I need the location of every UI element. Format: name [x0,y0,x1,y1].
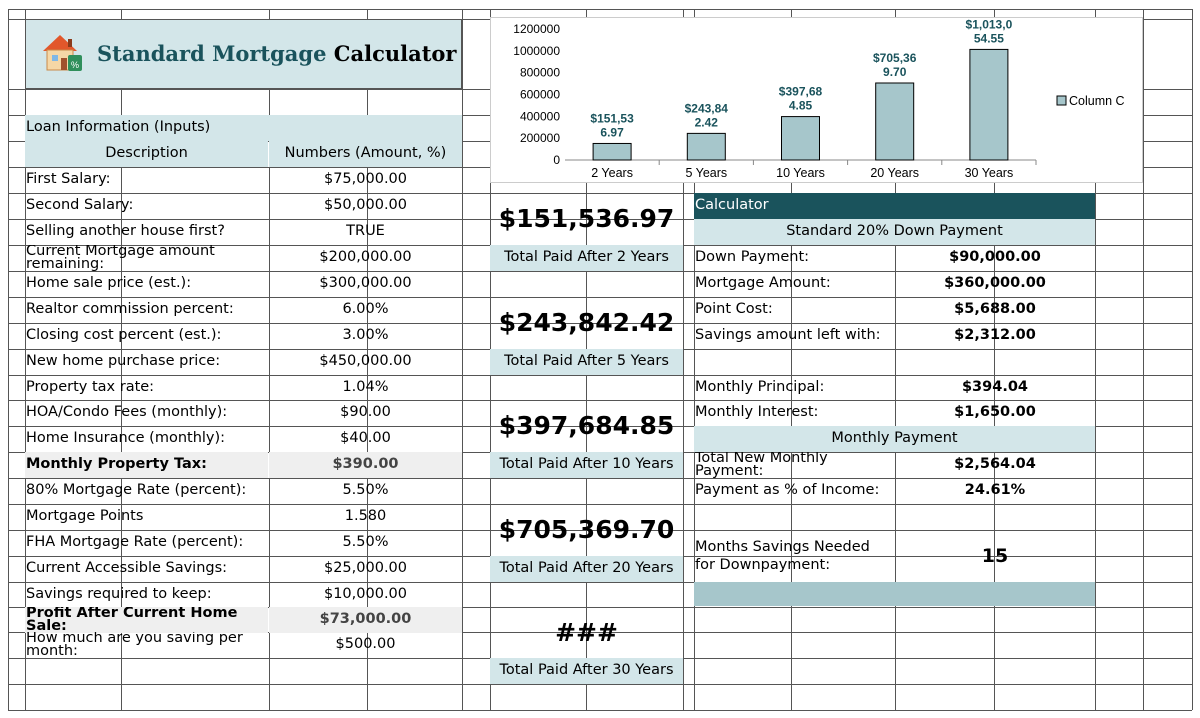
data-label: $397,68 [778,84,823,99]
loan-row-label: Profit After Current Home Sale: [25,607,268,633]
calculator-row-value: 24.61% [964,482,1026,498]
loan-row-label: Monthly Property Tax: [25,452,268,478]
loan-row-label: HOA/Condo Fees (monthly): [26,404,228,420]
loan-row-label: Closing cost percent (est.): [26,327,222,343]
loan-row-label: Mortgage Points [26,508,144,524]
data-label: $151,53 [590,111,634,126]
loan-row-label: Property tax rate: [26,379,155,395]
loan-row-value[interactable]: 3.00% [342,327,389,343]
data-label: 54.55 [973,31,1004,46]
grid-hline [8,9,1192,10]
loan-row-value[interactable]: $300,000.00 [319,275,412,291]
svg-text:%: % [70,60,80,70]
total-paid-value: ### [555,618,618,647]
months-savings-label: Months Savings Needed for Downpayment: [695,539,870,573]
data-label: 4.85 [788,98,813,113]
loan-row-value[interactable]: 6.00% [342,301,389,317]
bar [687,133,725,160]
loan-row-label: First Salary: [26,171,111,187]
y-tick-label: 1000000 [513,43,560,58]
x-tick-label: 5 Years [685,166,728,180]
loan-row-label: New home purchase price: [26,353,221,369]
calculator-footer-bar [694,582,1095,606]
loan-row-value[interactable]: $390.00 [269,452,462,478]
grid-hline [8,684,1192,685]
loan-info-section-label: Loan Information (Inputs) [25,115,462,141]
calculator-row-label: Monthly Principal: [695,379,825,395]
x-tick-label: 30 Years [964,166,1014,180]
loan-row-value[interactable]: $450,000.00 [319,353,412,369]
y-tick-label: 600000 [519,87,560,102]
calculator-row-label: Total New Monthly Payment: [695,452,828,478]
y-tick-label: 400000 [519,109,560,124]
calculator-row-label: Savings amount left with: [695,327,881,343]
legend-label: Column C [1069,94,1125,108]
calculator-row-value: $2,564.04 [954,456,1036,472]
loan-row-label: Selling another house first? [26,223,225,239]
loan-row-value[interactable]: $25,000.00 [323,560,408,576]
loan-row-value[interactable]: $500.00 [335,636,396,652]
calculator-title: Calculator [694,193,1095,219]
x-tick-label: 20 Years [870,166,920,180]
calculator-row-label: Payment as % of Income: [695,482,880,498]
total-paid-caption: Total Paid After 5 Years [490,349,683,375]
total-paid-value: $705,369.70 [498,515,675,544]
y-tick-label: 800000 [519,65,560,80]
loan-row-value[interactable]: 5.50% [342,534,389,550]
loan-row-label: How much are you saving per month: [26,632,243,658]
x-tick-label: 2 Years [591,166,633,180]
monthly-payment-header: Monthly Payment [694,426,1095,452]
data-label: 2.42 [694,115,718,130]
data-label: $243,84 [684,101,728,116]
y-tick-label: 1200000 [513,22,560,36]
loan-row-value[interactable]: $40.00 [340,430,391,446]
loan-row-label: Second Salary: [26,197,134,213]
calculator-row-value: $360,000.00 [944,275,1046,291]
loan-row-label: FHA Mortgage Rate (percent): [26,534,244,550]
calculator-row-value: $90,000.00 [949,249,1041,265]
loan-row-label: 80% Mortgage Rate (percent): [26,482,247,498]
data-label: $705,36 [873,50,917,65]
total-paid-value: $243,842.42 [498,308,675,337]
loan-row-label: Current Accessible Savings: [26,560,228,576]
house-calculator-icon [40,31,84,73]
loan-row-label: Current Mortgage amount remaining: [26,245,215,271]
loan-row-value[interactable]: 5.50% [342,482,389,498]
loan-row-value[interactable]: 1.04% [342,379,389,395]
numbers-column-header: Numbers (Amount, %) [269,141,462,167]
calculator-row-label: Down Payment: [695,249,810,265]
y-tick-label: 0 [553,153,560,167]
loan-row-value[interactable]: $50,000.00 [323,197,408,213]
calculator-row-label: Point Cost: [695,301,773,317]
bar-chart [491,18,1144,184]
data-label: 6.97 [600,125,624,140]
y-tick-label: 200000 [519,131,560,146]
grid-hline [8,710,1192,711]
loan-row-value[interactable]: $90.00 [340,404,391,420]
loan-row-value[interactable]: $10,000.00 [323,586,408,602]
calculator-row-label: Mortgage Amount: [695,275,831,291]
total-paid-caption: Total Paid After 30 Years [490,658,683,684]
total-paid-value: $397,684.85 [498,411,675,440]
bar [593,143,631,160]
calculator-row-value: $2,312.00 [954,327,1036,343]
total-paid-value: $151,536.97 [498,204,675,233]
page-title-part1: Standard Mortgage [97,41,327,66]
page-title-part2: Calculator [333,41,457,66]
x-tick-label: 10 Years [776,166,825,180]
page-title [97,41,456,66]
months-savings-value: 15 [981,545,1009,567]
loan-row-value[interactable]: TRUE [346,223,385,239]
loan-row-label: Realtor commission percent: [26,301,234,317]
bar [970,49,1008,160]
standard-down-payment-header: Standard 20% Down Payment [694,219,1095,245]
calculator-row-value: $5,688.00 [954,301,1036,317]
chart-panel [490,17,1143,183]
description-column-header: Description [25,141,268,167]
data-label: $1,013,0 [965,18,1013,32]
loan-row-label: Home Insurance (monthly): [26,430,226,446]
total-paid-caption: Total Paid After 2 Years [490,245,683,271]
bar [876,83,914,160]
calculator-row-value: $394.04 [961,379,1029,395]
loan-row-value[interactable]: $73,000.00 [269,607,462,633]
loan-row-value[interactable]: $75,000.00 [323,171,408,187]
loan-row-label: Savings required to keep: [26,586,212,602]
grid-vline [1192,9,1193,710]
data-label: 9.70 [883,64,907,79]
loan-row-value[interactable]: $200,000.00 [319,249,412,265]
total-paid-caption: Total Paid After 10 Years [490,452,683,478]
total-paid-caption: Total Paid After 20 Years [490,556,683,582]
calculator-row-value: $1,650.00 [954,404,1036,420]
loan-row-label: Home sale price (est.): [26,275,192,291]
bar [782,117,820,160]
loan-row-value[interactable]: 1.580 [344,508,387,524]
legend-swatch [1057,96,1066,105]
calculator-row-label: Monthly Interest: [695,404,819,420]
